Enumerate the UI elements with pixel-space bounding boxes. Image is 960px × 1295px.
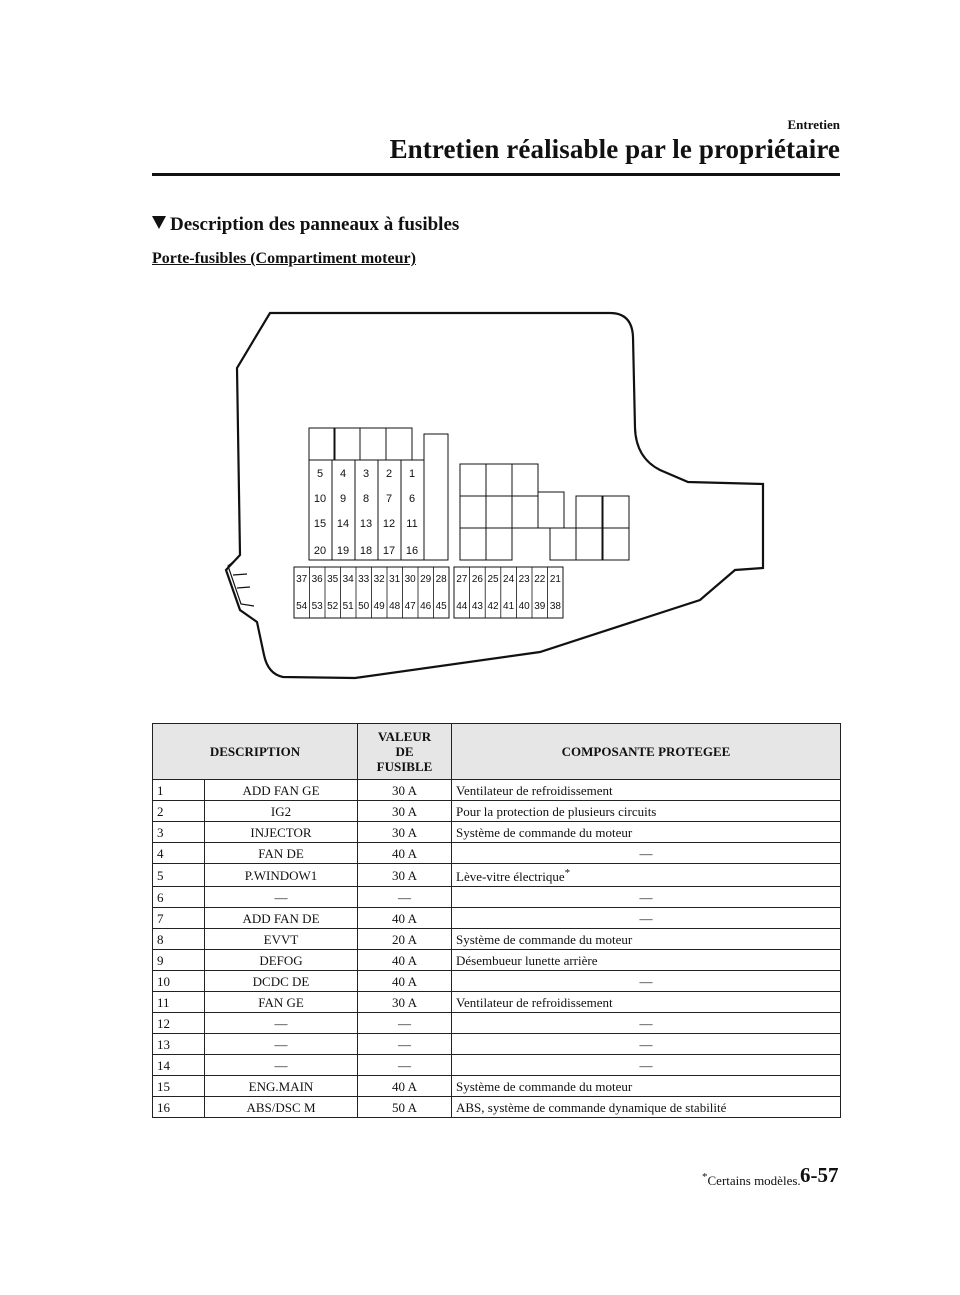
fuse-value: ― (358, 1013, 452, 1034)
fuse-description: IG2 (205, 801, 358, 822)
fuse-label: 38 (549, 601, 561, 612)
protected-component (452, 992, 841, 1013)
fuse-number: 3 (153, 822, 205, 843)
fuse-description: ADD FAN DE (205, 908, 358, 929)
protected-component (452, 801, 841, 822)
relay-slot (512, 464, 538, 496)
fuse-label: 20 (313, 545, 327, 557)
relay-slot (576, 528, 602, 560)
fuse-label: 17 (382, 545, 396, 557)
fuse-label: 6 (408, 493, 416, 505)
upper-fuse-block (309, 428, 448, 560)
fuse-description: INJECTOR (205, 822, 358, 843)
fuse-number: 4 (153, 843, 205, 864)
fuse-label: 22 (534, 574, 546, 585)
protected-component (452, 843, 841, 864)
fuse-label: 2 (385, 468, 393, 480)
page-number: 6-57 (800, 1163, 839, 1187)
running-header-section: Entretien (787, 117, 840, 132)
relay-slot (486, 528, 512, 560)
relay-slot (603, 528, 629, 560)
protected-component (452, 1034, 841, 1055)
fuse-label: 16 (405, 545, 419, 557)
fuse-label: 39 (534, 601, 546, 612)
fuse-label: 26 (471, 574, 483, 585)
fuse-label: 28 (435, 574, 447, 585)
fuse-number: 15 (153, 1076, 205, 1097)
fuse-value: 30 A (358, 822, 452, 843)
fuse-label: 33 (358, 574, 370, 585)
protected-component-text: Désembueur lunette arrière (456, 952, 598, 968)
fuse-label: 36 (311, 574, 323, 585)
fuse-description: ― (205, 1055, 358, 1076)
header-value (358, 724, 452, 780)
relay-slot (538, 492, 564, 528)
protected-component-text: ― (639, 910, 653, 926)
table-header-row (153, 724, 841, 780)
table-row (153, 887, 841, 908)
relay-slot (576, 496, 602, 528)
table-row (153, 929, 841, 950)
subsection-title: Porte-fusibles (Compartiment moteur) (152, 250, 416, 267)
fuse-label: 45 (435, 601, 447, 612)
fuse-value: 20 A (358, 929, 452, 950)
fuse-value: 40 A (358, 950, 452, 971)
fuse-label: 44 (456, 601, 468, 612)
header-description: DESCRIPTION (153, 724, 358, 780)
fuse-label: 15 (313, 518, 327, 530)
fuse-table (152, 723, 841, 1118)
fuse-description: DEFOG (205, 950, 358, 971)
protected-component (452, 1013, 841, 1034)
fuse-value: 30 A (358, 992, 452, 1013)
protected-component-text: ― (639, 1036, 653, 1052)
model-note-mark: * (564, 867, 571, 879)
fuse-label: 24 (503, 574, 515, 585)
fuse-description: ABS/DSC M (205, 1097, 358, 1118)
small-fuse-block (294, 567, 563, 618)
fuse-number: 12 (153, 1013, 205, 1034)
table-row (153, 843, 841, 864)
relay-slot (603, 496, 629, 528)
fuse-label: 11 (406, 518, 418, 530)
fuse-label: 30 (404, 574, 416, 585)
fuse-label: 41 (503, 601, 515, 612)
fuse-label: 14 (336, 518, 350, 530)
section-title-text: Description des panneaux à fusibles (170, 214, 460, 235)
fuse-label: 43 (471, 601, 483, 612)
protected-component-text: Système de commande du moteur (456, 824, 633, 840)
protected-component-text: ― (639, 889, 653, 905)
fuse-description: DCDC DE (205, 971, 358, 992)
fuse-label: 18 (359, 545, 373, 557)
fuse-label: 3 (362, 468, 370, 480)
protected-component-text: ― (639, 1057, 653, 1073)
fuse-description: ― (205, 887, 358, 908)
fuse-label: 35 (327, 574, 339, 585)
header-value-line2: DE (395, 744, 414, 759)
fuse-label: 31 (389, 574, 401, 585)
running-header-title: Entretien réalisable par le propriétaire (389, 134, 840, 164)
relay-slot (460, 464, 486, 496)
protected-component (452, 908, 841, 929)
table-row (153, 1034, 841, 1055)
table-row (153, 1097, 841, 1118)
protected-component (452, 864, 841, 887)
fuse-value: ― (358, 1055, 452, 1076)
right-relay-block (460, 464, 629, 560)
protected-component-text: Ventilateur de refroidissement (456, 994, 613, 1010)
table-row (153, 780, 841, 801)
fuse-label: 54 (296, 601, 308, 612)
fuse-number: 6 (153, 887, 205, 908)
protected-component-text: Lève-vitre électrique (456, 869, 565, 884)
fuse-label: 25 (487, 574, 499, 585)
relay-slot (460, 496, 486, 528)
fuse-number: 8 (153, 929, 205, 950)
protected-component (452, 887, 841, 908)
fuse-label: 47 (404, 601, 416, 612)
relay-slot (486, 496, 512, 528)
fuse-value: 40 A (358, 1076, 452, 1097)
fuse-number: 13 (153, 1034, 205, 1055)
fuse-label: 40 (518, 601, 530, 612)
fuse-label: 1 (408, 468, 416, 480)
fuse-value: 30 A (358, 801, 452, 822)
fuse-label: 42 (487, 601, 499, 612)
table-row (153, 1055, 841, 1076)
fuse-number: 11 (153, 992, 205, 1013)
table-row (153, 908, 841, 929)
protected-component-text: Ventilateur de refroidissement (456, 782, 613, 798)
fuse-number: 10 (153, 971, 205, 992)
table-row (153, 992, 841, 1013)
protected-component (452, 1097, 841, 1118)
fuse-value: 30 A (358, 864, 452, 887)
relay-slot (309, 428, 335, 460)
fuse-label: 5 (316, 468, 324, 480)
header-value-line3: FUSIBLE (376, 759, 433, 774)
fuse-label: 13 (359, 518, 373, 530)
fuse-number: 7 (153, 908, 205, 929)
fuse-value: 50 A (358, 1097, 452, 1118)
fuse-description: ― (205, 1034, 358, 1055)
fuse-label: 49 (373, 601, 385, 612)
protected-component (452, 929, 841, 950)
fuse-value: ― (358, 887, 452, 908)
protected-component-text: ABS, système de commande dynamique de stabilité (456, 1099, 727, 1115)
protected-component-text: Système de commande du moteur (456, 931, 633, 947)
fuse-value: 40 A (358, 908, 452, 929)
table-row (153, 1076, 841, 1097)
protected-component (452, 780, 841, 801)
relay-slot (386, 428, 412, 460)
fuse-description: FAN GE (205, 992, 358, 1013)
protected-component (452, 1055, 841, 1076)
fuse-number: 2 (153, 801, 205, 822)
footnote-text: Certains modèles. (707, 1173, 801, 1188)
header-component: COMPOSANTE PROTEGEE (452, 724, 841, 780)
fuse-value: 40 A (358, 971, 452, 992)
fuse-description: FAN DE (205, 843, 358, 864)
fuse-label: 51 (342, 601, 354, 612)
fuse-label: 52 (327, 601, 339, 612)
protected-component (452, 822, 841, 843)
fuse-description: EVVT (205, 929, 358, 950)
fuse-label: 53 (311, 601, 323, 612)
fuse-number: 14 (153, 1055, 205, 1076)
fuse-label: 8 (362, 493, 370, 505)
protected-component (452, 950, 841, 971)
fuse-number: 1 (153, 780, 205, 801)
fuse-label: 10 (313, 493, 327, 505)
fuse-label: 46 (420, 601, 432, 612)
fuse-description: P.WINDOW1 (205, 864, 358, 887)
fuse-label: 7 (385, 493, 393, 505)
header-value-line1: VALEUR (377, 729, 432, 744)
fuse-number: 9 (153, 950, 205, 971)
protected-component-text: ― (639, 1015, 653, 1031)
fuse-label: 32 (373, 574, 385, 585)
fuse-number: 16 (153, 1097, 205, 1118)
protected-component (452, 1076, 841, 1097)
relay-slot (334, 428, 360, 460)
fuse-label: 21 (549, 574, 561, 585)
fuse-label: 4 (339, 468, 347, 480)
fuse-value: 30 A (358, 780, 452, 801)
protected-component-text: Système de commande du moteur (456, 1078, 633, 1094)
fuse-label: 9 (339, 493, 347, 505)
fuse-label: 48 (389, 601, 401, 612)
fuse-label: 23 (518, 574, 530, 585)
relay-slot (512, 496, 538, 528)
fuse-description: ENG.MAIN (205, 1076, 358, 1097)
fuse-value: 40 A (358, 843, 452, 864)
relay-slot (360, 428, 386, 460)
fuse-value: ― (358, 1034, 452, 1055)
protected-component (452, 971, 841, 992)
fuse-label: 12 (382, 518, 396, 530)
footnote (702, 1171, 801, 1189)
fuse-description: ― (205, 1013, 358, 1034)
protected-component-text: Pour la protection de plusieurs circuits (456, 803, 657, 819)
relay-slot (486, 464, 512, 496)
protected-component-text: ― (639, 845, 653, 861)
relay-slot (460, 528, 486, 560)
table-row (153, 950, 841, 971)
fuse-label: 29 (420, 574, 432, 585)
table-row (153, 822, 841, 843)
fuse-number: 5 (153, 864, 205, 887)
table-row (153, 1013, 841, 1034)
fuse-label: 34 (342, 574, 354, 585)
fuse-description: ADD FAN GE (205, 780, 358, 801)
fuse-label: 19 (336, 545, 350, 557)
relay-slot (550, 528, 576, 560)
relay-slot (424, 434, 448, 560)
footnote-mark: * (702, 1171, 708, 1183)
table-row (153, 864, 841, 887)
fuse-label: 50 (358, 601, 370, 612)
fuse-label: 27 (456, 574, 468, 585)
fuse-label: 37 (296, 574, 308, 585)
table-row (153, 801, 841, 822)
protected-component-text: ― (639, 973, 653, 989)
table-row (153, 971, 841, 992)
